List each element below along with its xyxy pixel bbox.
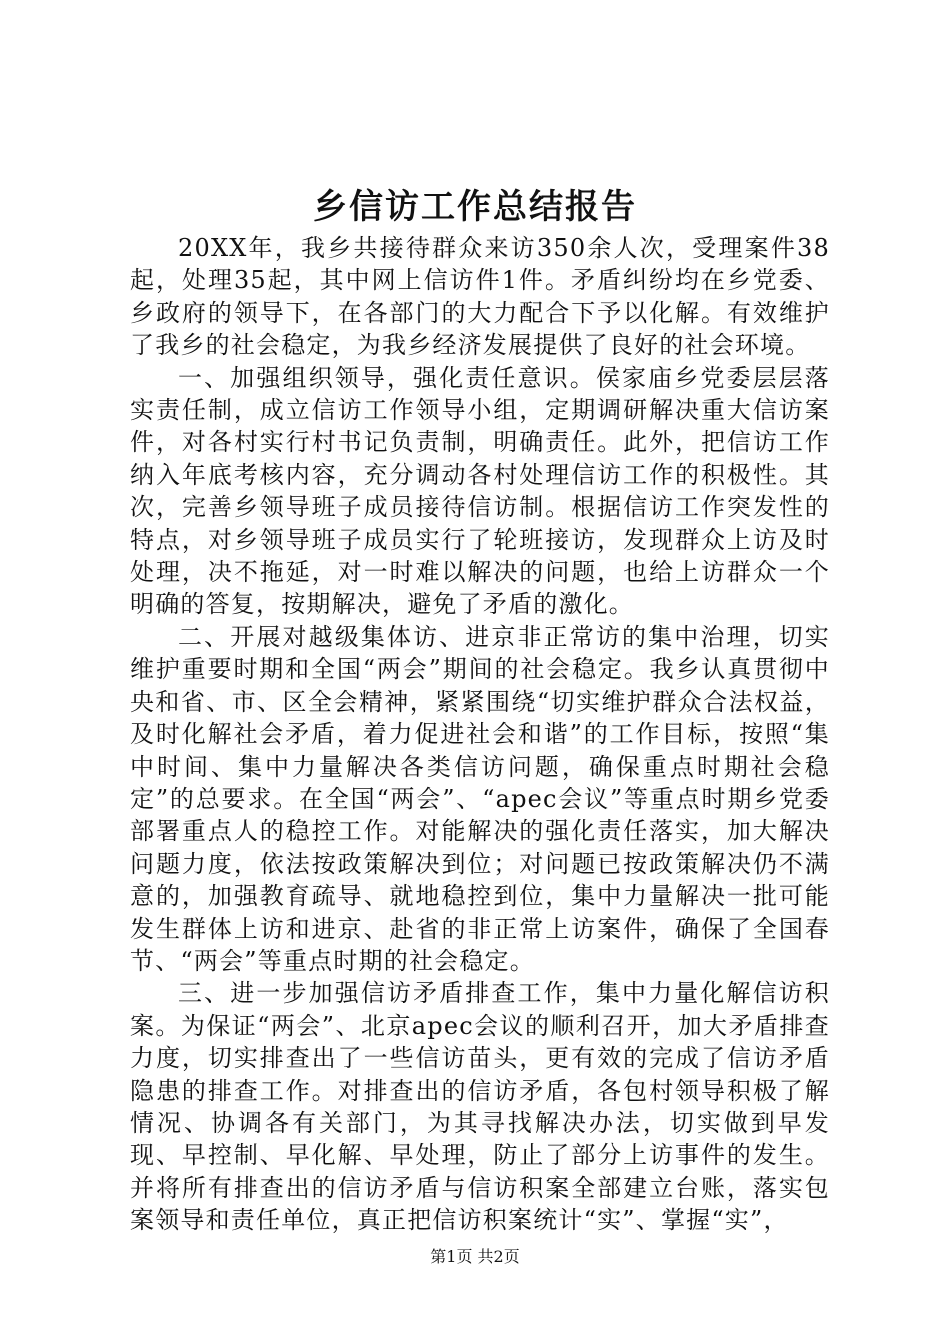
paragraph-section-3: 三、进一步加强信访矛盾排查工作，集中力量化解信访积案。为保证“两会”、北京apec会议的顺利召开，加大矛盾排查力度，切实排查出了一些信访苗头，更有效的完成了信访矛盾隐患的排查工作。对排查出的信访矛盾，各包村领导积极了解情况、协调各有关部门，为其寻找解决办法，切实做到早发现、早控制、早化解、早处理，防止了部分上访事件的发生。并将所有排查出的信访矛盾与信访积案全部建立台账，落实包案领导和责任单位，真正把信访积案统计“实”、掌握“实”，	[130, 979, 830, 1235]
document-body	[130, 232, 830, 1237]
paragraph-intro: 20XX年，我乡共接待群众来访350余人次，受理案件38起，处理35起，其中网上信访件1件。矛盾纠纷均在乡党委、乡政府的领导下，在各部门的大力配合下予以化解。有效维护了我乡的社会稳定，为我乡经济发展提供了良好的社会环境。	[130, 234, 830, 360]
page-number-footer: 第1页 共2页	[430, 1247, 520, 1266]
paragraph-section-1: 一、加强组织领导，强化责任意识。侯家庙乡党委层层落实责任制，成立信访工作领导小组，定期调研解决重大信访案件，对各村实行村书记负责制，明确责任。此外，把信访工作纳入年底考核内容，充分调动各村处理信访工作的积极性。其次，完善乡领导班子成员接待信访制。根据信访工作突发性的特点，对乡领导班子成员实行了轮班接访，发现群众上访及时处理，决不拖延，对一时难以解决的问题，也给上访群众一个明确的答复，按期解决，避免了矛盾的激化。	[130, 363, 830, 619]
paragraph-section-2: 二、开展对越级集体访、进京非正常访的集中治理，切实维护重要时期和全国“两会”期间的社会稳定。我乡认真贯彻中央和省、市、区全会精神，紧紧围绕“切实维护群众合法权益，及时化解社会矛盾，着力促进社会和谐”的工作目标，按照“集中时间、集中力量解决各类信访问题，确保重点时期社会稳定”的总要求。在全国“两会”、“apec会议”等重点时期乡党委部署重点人的稳控工作。对能解决的强化责任落实，加大解决问题力度，依法按政策解决到位；对问题已按政策解决仍不满意的，加强教育疏导、就地稳控到位，集中力量解决一批可能发生群体上访和进京、赴省的非正常上访案件，确保了全国春节、“两会”等重点时期的社会稳定。	[130, 622, 830, 975]
document-title: 乡信访工作总结报告	[313, 187, 637, 227]
